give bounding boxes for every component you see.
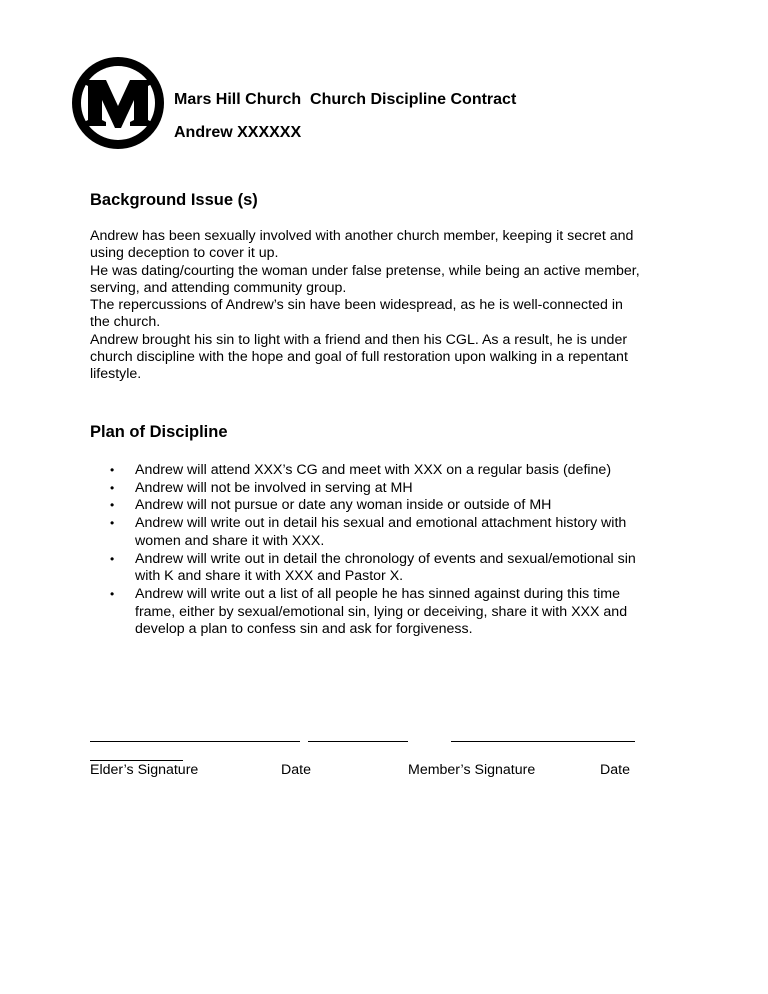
plan-item <box>106 497 686 515</box>
bullet-icon: • <box>110 551 115 566</box>
plan-item <box>106 462 686 480</box>
background-line: church discipline with the hope and goal of full restoration upon walking in a repentant <box>90 349 628 366</box>
elder-date-line[interactable] <box>308 741 408 742</box>
bullet-icon: • <box>110 480 115 495</box>
plan-item <box>106 480 686 498</box>
plan-item <box>106 586 686 639</box>
bullet-icon: • <box>110 586 115 601</box>
background-line: the church. <box>90 314 161 331</box>
plan-item-line: Andrew will write out a list of all people he has sinned against during this time <box>135 585 621 602</box>
bullet-icon: • <box>110 516 115 531</box>
plan-item-line: with K and share it with XXX and Pastor X. <box>135 568 404 585</box>
elder-signature-line[interactable] <box>90 741 300 742</box>
bullet-icon: • <box>110 463 115 477</box>
background-line: Andrew brought his sin to light with a friend and then his CGL. As a result, he is under <box>90 331 628 348</box>
background-heading: Background Issue (s) <box>90 191 258 209</box>
background-line: serving, and attending community group. <box>90 279 347 296</box>
plan-list <box>106 462 686 639</box>
elder-signature-label: Elder’s Signature <box>90 762 199 778</box>
plan-heading: Plan of Discipline <box>90 423 228 441</box>
plan-item-line: Andrew will attend XXX’s CG and meet with XXX on a regular basis (define) <box>135 462 612 478</box>
member-signature-line[interactable] <box>451 741 635 742</box>
plan-item-line: develop a plan to confess sin and ask for forgiveness. <box>135 621 473 638</box>
member-date-line[interactable] <box>90 760 183 761</box>
plan-item-line: women and share it with XXX. <box>135 532 325 549</box>
background-paragraph <box>90 228 690 384</box>
background-line: using deception to cover it up. <box>90 245 279 262</box>
elder-date-label: Date <box>281 762 311 778</box>
background-line: Andrew has been sexually involved with another church member, keeping it secret and <box>90 228 634 244</box>
plan-item <box>106 551 686 586</box>
background-line: The repercussions of Andrew’s sin have been widespread, as he is well-connected in <box>90 297 623 314</box>
background-line: lifestyle. <box>90 366 142 383</box>
document-title: Mars Hill Church Church Discipline Contract <box>174 91 517 108</box>
plan-item-line: Andrew will write out in detail his sexual and emotional attachment history with <box>135 515 627 532</box>
member-signature-label: Member’s Signature <box>408 762 536 778</box>
member-date-label: Date <box>600 762 630 778</box>
plan-item-line: Andrew will write out in detail the chronology of events and sexual/emotional sin <box>135 550 636 567</box>
plan-item-line: frame, either by sexual/emotional sin, lying or deceiving, share it with XXX and <box>135 603 628 620</box>
member-name: Andrew XXXXXX <box>174 124 302 141</box>
plan-item-line: Andrew will not be involved in serving at MH <box>135 479 413 496</box>
plan-item <box>106 515 686 550</box>
background-line: He was dating/courting the woman under false pretense, while being an active member, <box>90 262 640 279</box>
mars-hill-logo <box>71 56 165 150</box>
bullet-icon: • <box>110 498 115 513</box>
plan-item-line: Andrew will not pursue or date any woman inside or outside of MH <box>135 497 552 514</box>
